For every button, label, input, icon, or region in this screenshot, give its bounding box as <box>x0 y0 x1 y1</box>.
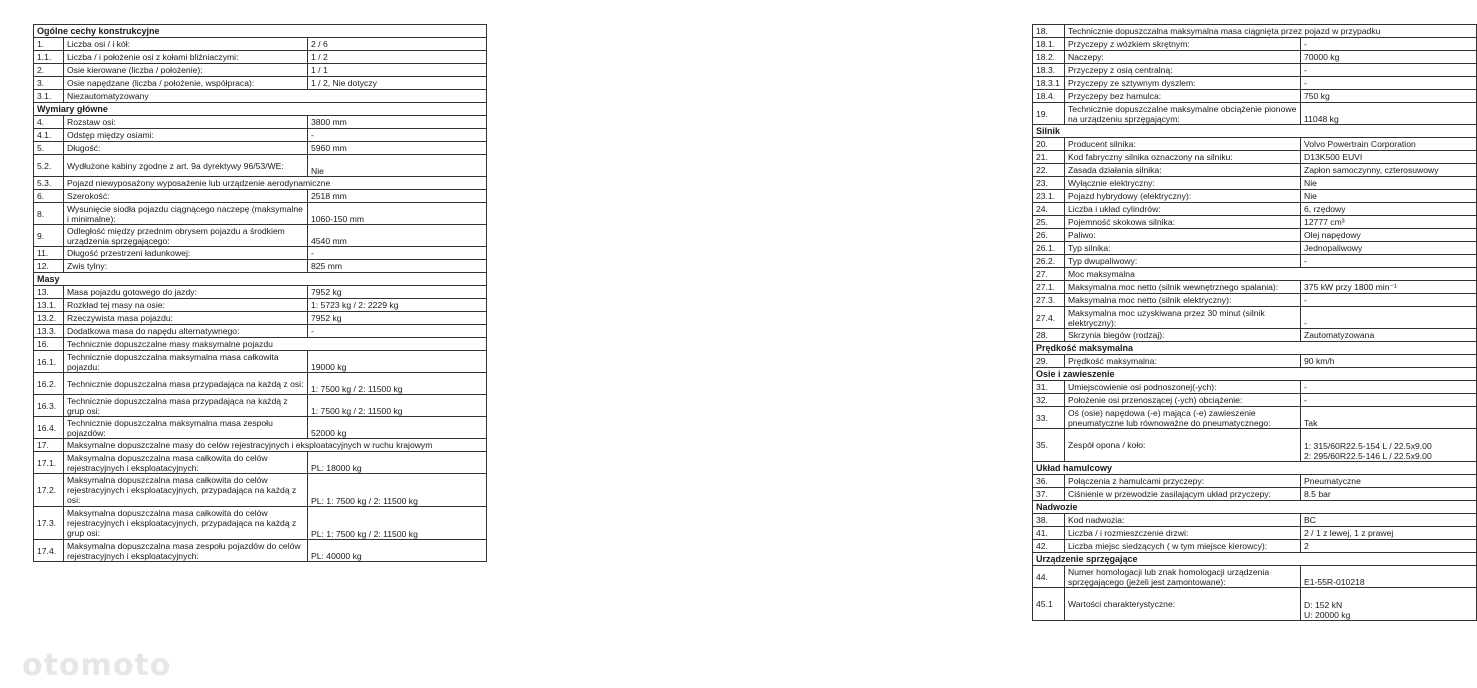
spec-row <box>1033 90 1477 103</box>
row-label: Szerokość: <box>64 190 308 203</box>
row-value: PL: 18000 kg <box>308 452 487 474</box>
row-number: 9. <box>34 225 64 247</box>
row-label: Liczba / i położenie osi z kołami bliźniaczymi: <box>64 51 308 64</box>
spec-row <box>1033 329 1477 342</box>
row-number: 1. <box>34 38 64 51</box>
row-label: Umiejscowienie osi podnoszonej(-ych): <box>1065 381 1301 394</box>
row-label: Pojemność skokowa silnika: <box>1065 216 1301 229</box>
spec-row <box>34 247 487 260</box>
row-value: 2518 mm <box>308 190 487 203</box>
spec-row <box>1033 51 1477 64</box>
row-number: 8. <box>34 203 64 225</box>
row-number: 16. <box>34 338 64 351</box>
row-number: 19. <box>1033 103 1065 125</box>
spec-row <box>34 474 487 507</box>
row-value: Jednopaliwowy <box>1301 242 1477 255</box>
row-value: 2 / 6 <box>308 38 487 51</box>
row-value: Zapłon samoczynny, czterosuwowy <box>1301 164 1477 177</box>
spec-row <box>34 395 487 417</box>
spec-row <box>1033 77 1477 90</box>
row-number: 6. <box>34 190 64 203</box>
spec-row <box>1033 203 1477 216</box>
row-label: Technicznie dopuszczalna masa przypadająca na każdą z grup osi: <box>64 395 308 417</box>
row-label: Paliwo: <box>1065 229 1301 242</box>
row-value: PL: 40000 kg <box>308 540 487 562</box>
row-number: 18.1. <box>1033 38 1065 51</box>
row-number: 23.1. <box>1033 190 1065 203</box>
row-number: 45.1 <box>1033 588 1065 621</box>
row-number: 27.4. <box>1033 307 1065 329</box>
row-label: Maksymalna moc uzyskiwana przez 30 minut (silnik elektryczny): <box>1065 307 1301 329</box>
row-number: 26. <box>1033 229 1065 242</box>
section-header <box>1033 462 1477 475</box>
row-label: Maksymalna dopuszczalna masa całkowita do celów rejestracyjnych i eksploatacyjnych, przypadająca na każdą z osi: <box>64 474 308 507</box>
row-number: 16.2. <box>34 373 64 395</box>
spec-row <box>34 116 487 129</box>
row-number: 18.4. <box>1033 90 1065 103</box>
row-number: 23. <box>1033 177 1065 190</box>
row-label: Połączenia z hamulcami przyczepy: <box>1065 475 1301 488</box>
row-value: Volvo Powertrain Corporation <box>1301 138 1477 151</box>
row-value: - <box>1301 294 1477 307</box>
spec-row <box>1033 216 1477 229</box>
spec-row <box>34 452 487 474</box>
spec-row <box>1033 527 1477 540</box>
row-value: - <box>1301 255 1477 268</box>
spec-row <box>1033 475 1477 488</box>
row-number: 4.1. <box>34 129 64 142</box>
row-label: Liczba miejsc siedzących ( w tym miejsce kierowcy): <box>1065 540 1301 553</box>
spec-row <box>1033 588 1477 621</box>
row-label: Liczba i układ cylindrów: <box>1065 203 1301 216</box>
row-number: 13.1. <box>34 299 64 312</box>
row-number: 17.1. <box>34 452 64 474</box>
row-number: 24. <box>1033 203 1065 216</box>
row-value: D13K500 EUVI <box>1301 151 1477 164</box>
row-number: 1.1. <box>34 51 64 64</box>
row-value: - <box>1301 381 1477 394</box>
row-number: 33. <box>1033 407 1065 429</box>
row-value: Pneumatyczne <box>1301 475 1477 488</box>
row-value: - <box>1301 307 1477 329</box>
row-label: Rozkład tej masy na osie: <box>64 299 308 312</box>
spec-row <box>34 142 487 155</box>
row-number: 41. <box>1033 527 1065 540</box>
row-number: 35. <box>1033 429 1065 462</box>
row-value: 70000 kg <box>1301 51 1477 64</box>
row-label: Przyczepy ze sztywnym dyszlem: <box>1065 77 1301 90</box>
row-label: Pojazd niewyposażony wyposażenie lub urządzenie aerodynamiczne <box>64 177 487 190</box>
row-label: Technicznie dopuszczalna masa przypadająca na każdą z osi: <box>64 373 308 395</box>
spec-row <box>1033 190 1477 203</box>
section-header <box>1033 553 1477 566</box>
spec-row <box>1033 25 1477 38</box>
row-value: Nie <box>1301 190 1477 203</box>
row-number: 42. <box>1033 540 1065 553</box>
row-value: Olej napędowy <box>1301 229 1477 242</box>
section-header <box>1033 342 1477 355</box>
row-label: Położenie osi przenoszącej (-ych) obciążenie: <box>1065 394 1301 407</box>
row-label: Naczepy: <box>1065 51 1301 64</box>
row-label: Maksymalna moc netto (silnik wewnętrznego spalania): <box>1065 281 1301 294</box>
row-value: - <box>1301 394 1477 407</box>
row-label: Moc maksymalna <box>1065 268 1477 281</box>
row-number: 16.4. <box>34 417 64 439</box>
row-label: Kod fabryczny silnika oznaczony na silniku: <box>1065 151 1301 164</box>
row-value: 52000 kg <box>308 417 487 439</box>
row-number: 11. <box>34 247 64 260</box>
spec-row <box>1033 229 1477 242</box>
row-number: 2. <box>34 64 64 77</box>
spec-row <box>1033 407 1477 429</box>
row-value: 11048 kg <box>1301 103 1477 125</box>
spec-row <box>34 64 487 77</box>
row-number: 18. <box>1033 25 1065 38</box>
row-value: - <box>308 129 487 142</box>
spec-row <box>1033 281 1477 294</box>
spec-row <box>1033 566 1477 588</box>
row-number: 16.1. <box>34 351 64 373</box>
spec-row <box>1033 177 1477 190</box>
row-number: 5. <box>34 142 64 155</box>
row-value: 1: 315/60R22.5-154 L / 22.5x9.00 2: 295/60R22.5-146 L / 22.5x9.00 <box>1301 429 1477 462</box>
row-label: Dodatkowa masa do napędu alternatywnego: <box>64 325 308 338</box>
row-label: Niezautomatyzowany <box>64 90 487 103</box>
spec-row <box>1033 294 1477 307</box>
row-value: 825 mm <box>308 260 487 273</box>
row-label: Technicznie dopuszczalne maksymalne obciążenie pionowe na urządzeniu sprzęgającym: <box>1065 103 1301 125</box>
row-label: Przyczepy z wózkiem skrętnym: <box>1065 38 1301 51</box>
row-number: 13.2. <box>34 312 64 325</box>
spec-row <box>1033 381 1477 394</box>
row-value: 1060-150 mm <box>308 203 487 225</box>
spec-row <box>34 155 487 177</box>
row-value: E1-55R-010218 <box>1301 566 1477 588</box>
row-label: Pojazd hybrydowy (elektryczny): <box>1065 190 1301 203</box>
spec-row <box>34 129 487 142</box>
row-label: Zwis tylny: <box>64 260 308 273</box>
row-value: 1 / 1 <box>308 64 487 77</box>
row-number: 20. <box>1033 138 1065 151</box>
row-value: Nie <box>1301 177 1477 190</box>
spec-row <box>1033 242 1477 255</box>
spec-row <box>1033 488 1477 501</box>
row-value: - <box>1301 77 1477 90</box>
row-number: 18.3.1 <box>1033 77 1065 90</box>
row-label: Przyczepy bez hamulca: <box>1065 90 1301 103</box>
spec-row <box>1033 429 1477 462</box>
row-label: Producent silnika: <box>1065 138 1301 151</box>
row-value: 2 / 1 z lewej, 1 z prawej <box>1301 527 1477 540</box>
row-number: 18.3. <box>1033 64 1065 77</box>
row-label: Wysunięcie siodła pojazdu ciągnącego naczepę (maksymalne i minimalne): <box>64 203 308 225</box>
row-label: Typ dwupaliwowy: <box>1065 255 1301 268</box>
spec-row <box>1033 103 1477 125</box>
spec-row <box>34 286 487 299</box>
spec-row <box>34 439 487 452</box>
row-value: BC <box>1301 514 1477 527</box>
spec-row <box>34 77 487 90</box>
row-label: Wyłącznie elektryczny: <box>1065 177 1301 190</box>
row-number: 13. <box>34 286 64 299</box>
section-header <box>34 103 487 116</box>
spec-row <box>34 260 487 273</box>
row-label: Typ silnika: <box>1065 242 1301 255</box>
spec-row <box>1033 268 1477 281</box>
row-number: 17.3. <box>34 507 64 540</box>
row-value: - <box>308 325 487 338</box>
row-label: Zasada działania silnika: <box>1065 164 1301 177</box>
row-label: Masa pojazdu gotowego do jazdy: <box>64 286 308 299</box>
row-label: Maksymalna dopuszczalna masa zespołu pojazdów do celów rejestracyjnych i eksploatacyjnych: <box>64 540 308 562</box>
spec-row <box>1033 38 1477 51</box>
row-number: 44. <box>1033 566 1065 588</box>
row-label: Oś (osie) napędowa (-e) mająca (-e) zawieszenie pneumatyczne lub równoważne do pneumatycznego: <box>1065 407 1301 429</box>
section-header <box>1033 368 1477 381</box>
section-title: Silnik <box>1033 125 1477 138</box>
row-number: 36. <box>1033 475 1065 488</box>
row-label: Osie kierowane (liczba / położenie): <box>64 64 308 77</box>
spec-row <box>34 507 487 540</box>
row-label: Kod nadwozia: <box>1065 514 1301 527</box>
row-label: Zespół opona / koło: <box>1065 429 1301 462</box>
row-number: 27.3. <box>1033 294 1065 307</box>
spec-row <box>34 338 487 351</box>
row-label: Liczba / i rozmieszczenie drzwi: <box>1065 527 1301 540</box>
row-number: 37. <box>1033 488 1065 501</box>
spec-row <box>34 203 487 225</box>
row-number: 32. <box>1033 394 1065 407</box>
row-label: Liczba osi / i kół: <box>64 38 308 51</box>
row-label: Długość przestrzeni ładunkowej: <box>64 247 308 260</box>
row-value: - <box>1301 64 1477 77</box>
section-header <box>1033 125 1477 138</box>
row-value: - <box>1301 38 1477 51</box>
row-value: 3800 mm <box>308 116 487 129</box>
spec-row <box>1033 540 1477 553</box>
row-number: 4. <box>34 116 64 129</box>
row-label: Prędkość maksymalna: <box>1065 355 1301 368</box>
row-number: 38. <box>1033 514 1065 527</box>
row-value: Tak <box>1301 407 1477 429</box>
row-value: 1: 7500 kg / 2: 11500 kg <box>308 395 487 417</box>
right-page <box>500 0 1439 688</box>
row-label: Technicznie dopuszczalna maksymalna masa ciągnięta przez pojazd w przypadku <box>1065 25 1477 38</box>
spec-row <box>34 417 487 439</box>
section-title: Nadwozie <box>1033 501 1477 514</box>
row-value: 7952 kg <box>308 286 487 299</box>
row-value: 375 kW przy 1800 min⁻¹ <box>1301 281 1477 294</box>
row-number: 28. <box>1033 329 1065 342</box>
row-value: Nie <box>308 155 487 177</box>
section-title: Ogólne cechy konstrukcyjne <box>34 25 487 38</box>
spec-row <box>34 299 487 312</box>
row-value: PL: 1: 7500 kg / 2: 11500 kg <box>308 474 487 507</box>
section-title: Osie i zawieszenie <box>1033 368 1477 381</box>
row-number: 3.1. <box>34 90 64 103</box>
row-label: Wartości charakterystyczne: <box>1065 588 1301 621</box>
row-value: 5960 mm <box>308 142 487 155</box>
spec-row <box>34 325 487 338</box>
row-number: 12. <box>34 260 64 273</box>
row-label: Skrzynia biegów (rodzaj): <box>1065 329 1301 342</box>
watermark: otomoto <box>22 648 172 683</box>
row-label: Rzeczywista masa pojazdu: <box>64 312 308 325</box>
spec-row <box>34 373 487 395</box>
row-value: 1 / 2 <box>308 51 487 64</box>
row-value: - <box>308 247 487 260</box>
row-label: Ciśnienie w przewodzie zasilającym układ przyczepy: <box>1065 488 1301 501</box>
row-value: 12777 cm³ <box>1301 216 1477 229</box>
row-label: Technicznie dopuszczalna maksymalna masa zespołu pojazdów: <box>64 417 308 439</box>
spec-row <box>1033 138 1477 151</box>
row-number: 17. <box>34 439 64 452</box>
row-number: 29. <box>1033 355 1065 368</box>
row-value: 2 <box>1301 540 1477 553</box>
row-value: 1: 7500 kg / 2: 11500 kg <box>308 373 487 395</box>
section-header <box>1033 501 1477 514</box>
left-page <box>0 0 500 688</box>
row-number: 5.2. <box>34 155 64 177</box>
row-value: 8.5 bar <box>1301 488 1477 501</box>
row-label: Technicznie dopuszczalna maksymalna masa całkowita pojazdu: <box>64 351 308 373</box>
row-label: Maksymalna dopuszczalna masa całkowita do celów rejestracyjnych i eksploatacyjnych, przypadająca na każdą z grup osi: <box>64 507 308 540</box>
row-number: 31. <box>1033 381 1065 394</box>
spec-row <box>1033 355 1477 368</box>
spec-row <box>34 190 487 203</box>
section-title: Układ hamulcowy <box>1033 462 1477 475</box>
row-value: 90 km/h <box>1301 355 1477 368</box>
spec-row <box>34 540 487 562</box>
section-title: Prędkość maksymalna <box>1033 342 1477 355</box>
row-value: 750 kg <box>1301 90 1477 103</box>
section-title: Urządzenie sprzęgające <box>1033 553 1477 566</box>
row-label: Odległość między przednim obrysem pojazdu a środkiem urządzenia sprzęgającego: <box>64 225 308 247</box>
spec-row <box>34 225 487 247</box>
row-label: Rozstaw osi: <box>64 116 308 129</box>
row-number: 17.2. <box>34 474 64 507</box>
row-number: 27. <box>1033 268 1065 281</box>
spec-row <box>1033 514 1477 527</box>
row-value: D: 152 kN U: 20000 kg <box>1301 588 1477 621</box>
row-value: 1: 5723 kg / 2: 2229 kg <box>308 299 487 312</box>
spec-row <box>1033 394 1477 407</box>
row-label: Numer homologacji lub znak homologacji urządzenia sprzęgającego (jeżeli jest zamontowane): <box>1065 566 1301 588</box>
row-number: 17.4. <box>34 540 64 562</box>
spec-row <box>34 312 487 325</box>
row-number: 26.2. <box>1033 255 1065 268</box>
spec-row <box>1033 255 1477 268</box>
row-number: 22. <box>1033 164 1065 177</box>
spec-row <box>34 351 487 373</box>
section-title: Masy <box>34 273 487 286</box>
row-label: Maksymalna moc netto (silnik elektryczny): <box>1065 294 1301 307</box>
row-number: 16.3. <box>34 395 64 417</box>
row-number: 3. <box>34 77 64 90</box>
row-number: 25. <box>1033 216 1065 229</box>
row-value: 4540 mm <box>308 225 487 247</box>
row-label: Przyczepy z osią centralną: <box>1065 64 1301 77</box>
row-label: Długość: <box>64 142 308 155</box>
row-value: 7952 kg <box>308 312 487 325</box>
spec-row <box>1033 64 1477 77</box>
spec-row <box>34 51 487 64</box>
left-spec-table <box>33 24 487 562</box>
spec-row <box>34 177 487 190</box>
row-label: Osie napędzane (liczba / położenie, współpraca): <box>64 77 308 90</box>
right-spec-table <box>1032 24 1477 621</box>
row-number: 27.1. <box>1033 281 1065 294</box>
spec-row <box>34 90 487 103</box>
spec-row <box>1033 151 1477 164</box>
row-value: PL: 1: 7500 kg / 2: 11500 kg <box>308 507 487 540</box>
row-number: 21. <box>1033 151 1065 164</box>
spec-row <box>1033 164 1477 177</box>
spec-row <box>1033 307 1477 329</box>
row-number: 18.2. <box>1033 51 1065 64</box>
row-label: Maksymalna dopuszczalna masa całkowita do celów rejestracyjnych i eksploatacyjnych: <box>64 452 308 474</box>
row-value: 19000 kg <box>308 351 487 373</box>
row-value: Zautomatyzowana <box>1301 329 1477 342</box>
row-label: Maksymalne dopuszczalne masy do celów rejestracyjnych i eksploatacyjnych w ruchu krajowym <box>64 439 487 452</box>
section-header <box>34 273 487 286</box>
row-number: 13.3. <box>34 325 64 338</box>
row-label: Odstęp między osiami: <box>64 129 308 142</box>
row-number: 26.1. <box>1033 242 1065 255</box>
section-header <box>34 25 487 38</box>
row-value: 1 / 2, Nie dotyczy <box>308 77 487 90</box>
row-number: 5.3. <box>34 177 64 190</box>
row-value: 6, rzędowy <box>1301 203 1477 216</box>
spec-row <box>34 38 487 51</box>
section-title: Wymiary główne <box>34 103 487 116</box>
row-label: Wydłużone kabiny zgodne z art. 9a dyrektywy 96/53/WE: <box>64 155 308 177</box>
row-label: Technicznie dopuszczalne masy maksymalne pojazdu <box>64 338 487 351</box>
